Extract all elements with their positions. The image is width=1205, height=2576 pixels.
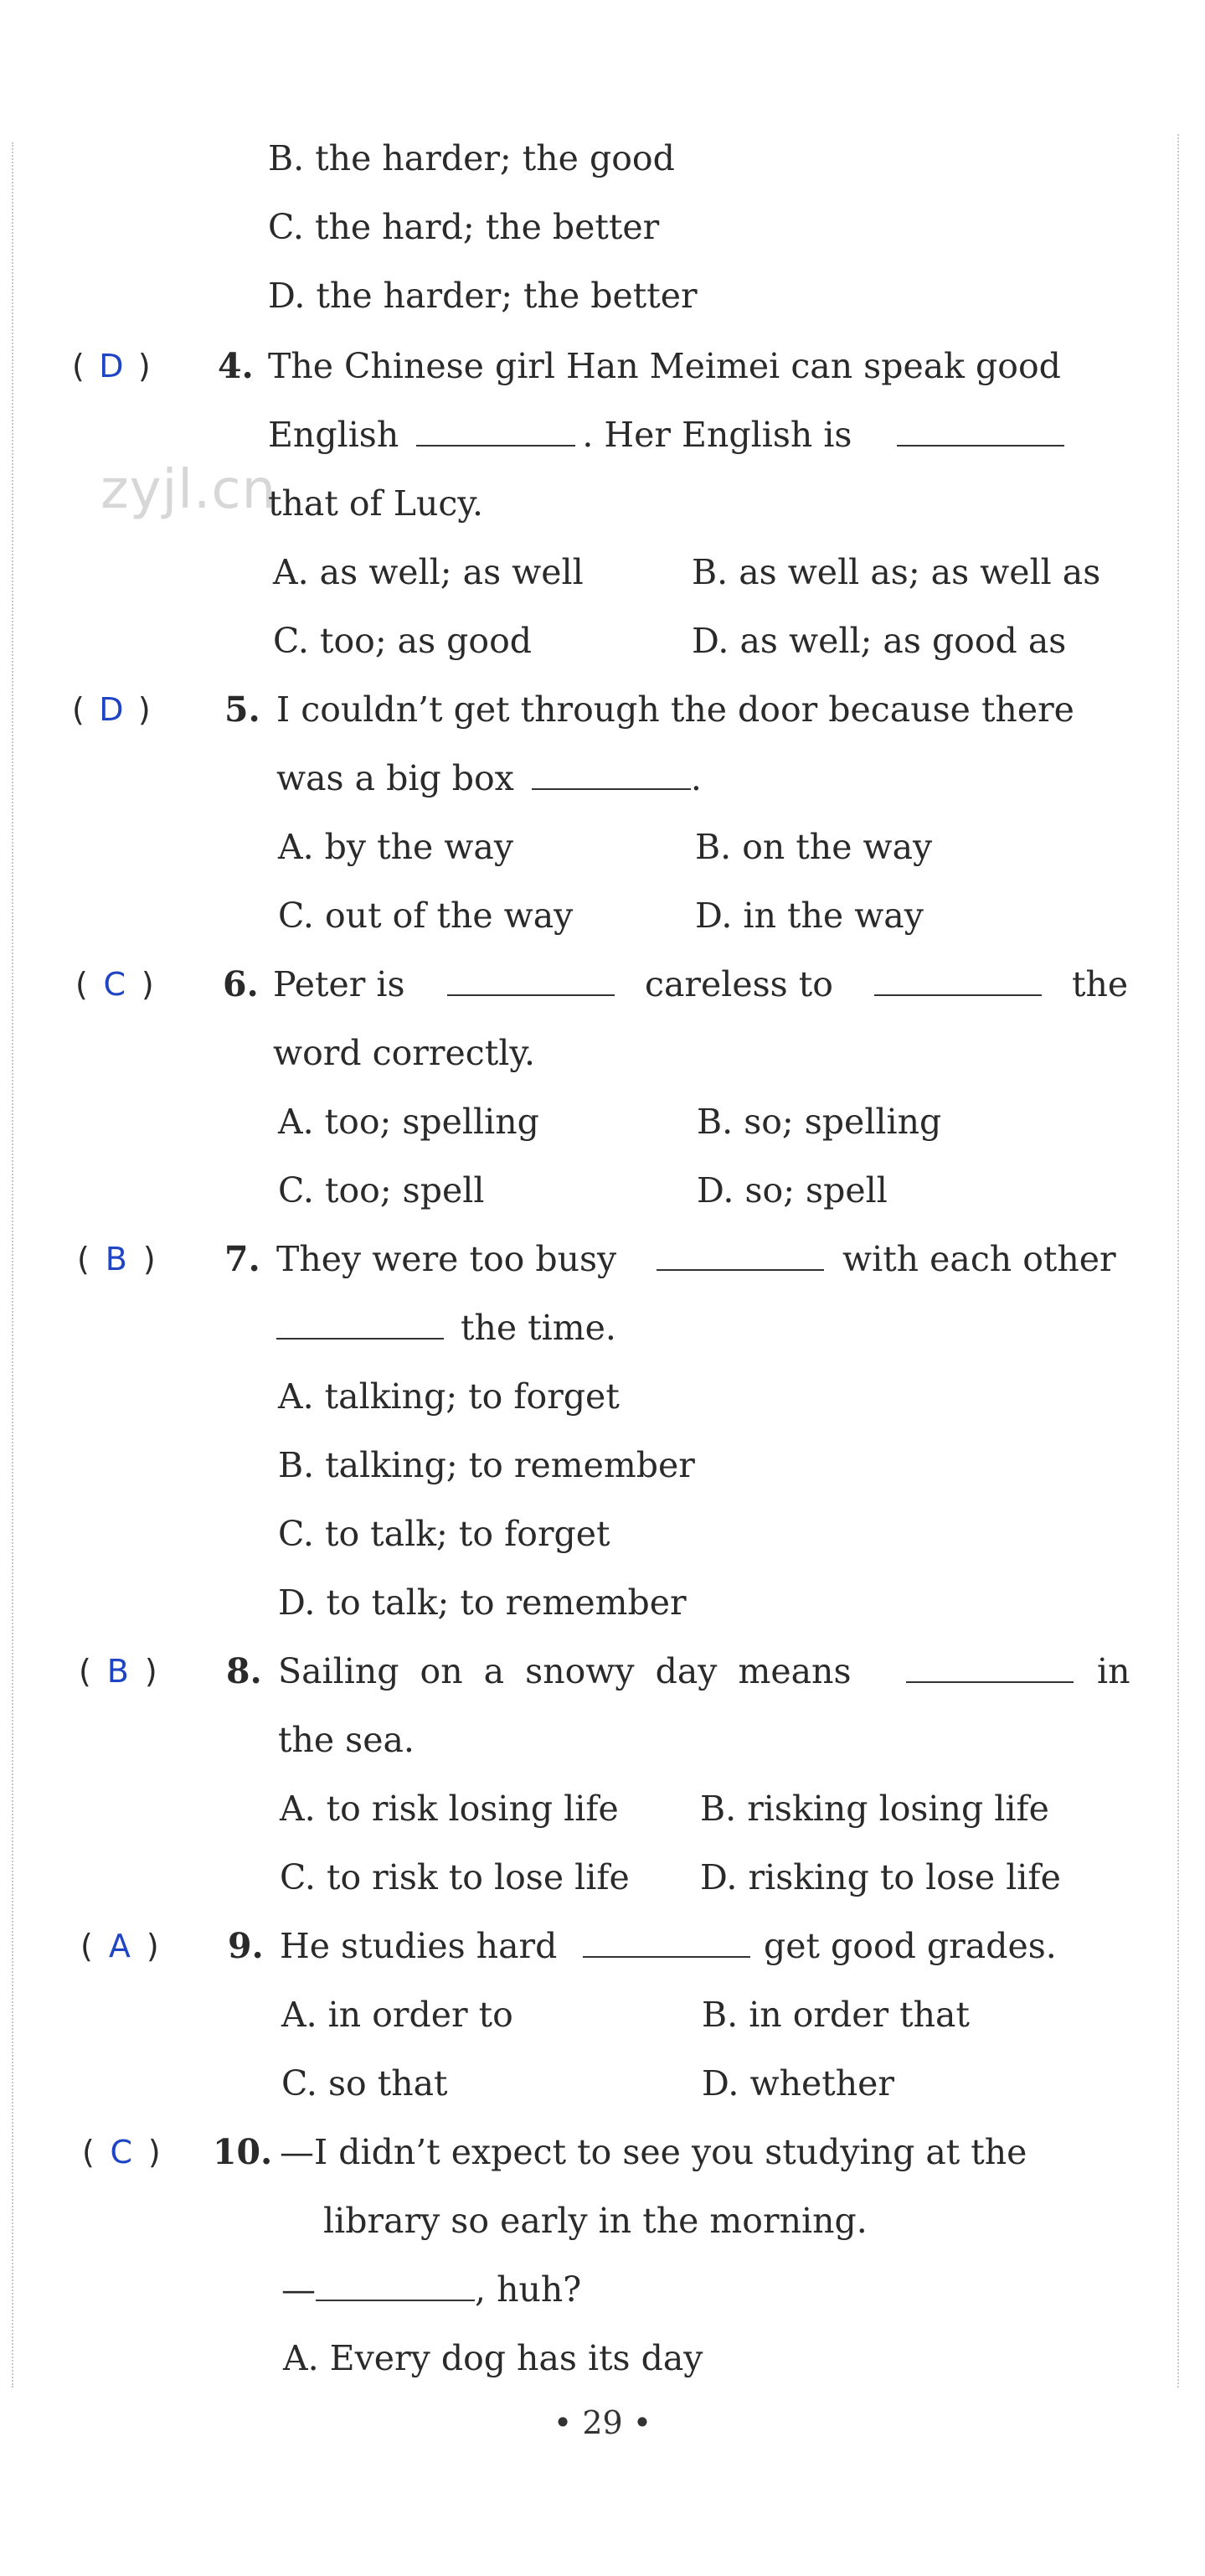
- q7-stem-w2: with each other: [842, 1239, 1116, 1279]
- paren-close: ): [146, 1928, 159, 1964]
- paren-open: (: [80, 1928, 93, 1964]
- paren-close: ): [137, 348, 151, 385]
- q8-number: 8.: [226, 1651, 262, 1691]
- q5-blank: [532, 760, 691, 790]
- q5-period: .: [690, 758, 702, 798]
- q10-option-a: A. Every dog has its day: [283, 2338, 703, 2378]
- q10-stem-line2: library so early in the morning.: [323, 2201, 868, 2241]
- q5-stem-line2: [276, 757, 702, 799]
- q4-blank-2: [897, 416, 1064, 447]
- q5-number: 5.: [224, 689, 260, 730]
- q6-option-a: A. too; spelling: [278, 1102, 539, 1142]
- paren-open: (: [82, 2134, 95, 2171]
- blank-line: [906, 1653, 1074, 1683]
- q7-option-d: D. to talk; to remember: [278, 1582, 687, 1623]
- q4-option-b: B. as well as; as well as: [692, 552, 1101, 592]
- page-number: • 29 •: [553, 2404, 652, 2441]
- paren-close: ): [147, 2134, 161, 2171]
- paren-open: (: [72, 691, 85, 728]
- q4-word: . Her English is: [582, 415, 852, 455]
- q3-option-c: C. the hard; the better: [268, 207, 660, 247]
- q5-option-d: D. in the way: [695, 896, 924, 936]
- q6-number: 6.: [223, 964, 259, 1004]
- paren-open: (: [79, 1653, 91, 1690]
- q7-blank-2: [276, 1309, 444, 1340]
- q7-answer: [77, 1238, 156, 1280]
- q6-stem-line2: word correctly.: [273, 1033, 536, 1073]
- q6-answer: [75, 963, 154, 1005]
- q9-option-d: D. whether: [702, 2063, 894, 2104]
- right-margin-dots: [1177, 134, 1179, 2388]
- q9-stem-w2: get good grades.: [764, 1926, 1057, 1966]
- paren-open: (: [77, 1241, 90, 1278]
- q7-stem-line2: [276, 1307, 616, 1349]
- q4-blank-1: [416, 416, 575, 447]
- q10-blank: [316, 2271, 475, 2301]
- q7-stem-w1: They were too busy: [276, 1239, 617, 1279]
- q9-stem-w1: He studies hard: [280, 1926, 558, 1966]
- q9-option-c: C. so that: [281, 2063, 448, 2104]
- q6-stem-w3: the: [1072, 964, 1129, 1004]
- q4-option-c: C. too; as good: [273, 621, 533, 661]
- paren-close: ): [137, 691, 151, 728]
- q4-stem-line2: [268, 414, 1064, 456]
- q7-blank-1: [657, 1238, 824, 1280]
- paren-open: (: [75, 966, 88, 1003]
- q9-blank: [583, 1925, 750, 1967]
- q6-option-c: C. too; spell: [278, 1170, 485, 1211]
- q8-stem-w2: in: [1097, 1651, 1130, 1691]
- q6-stem-w1: Peter is: [273, 964, 405, 1004]
- blank-line: [583, 1928, 750, 1958]
- q3-option-b: B. the harder; the good: [268, 138, 675, 178]
- paren-close: ): [144, 1653, 157, 1690]
- answer-letter: D: [99, 348, 124, 385]
- q4-number: 4.: [218, 346, 254, 386]
- answer-letter: B: [105, 1241, 127, 1278]
- q10-stem-line3: [281, 2269, 581, 2310]
- paren-open: (: [72, 348, 85, 385]
- q6-option-d: D. so; spell: [697, 1170, 888, 1211]
- q10-dash: —: [281, 2269, 316, 2310]
- q5-option-c: C. out of the way: [278, 896, 574, 936]
- q6-option-b: B. so; spelling: [697, 1102, 942, 1142]
- q4-answer: [72, 345, 151, 387]
- answer-letter: B: [106, 1653, 129, 1690]
- answer-letter: C: [110, 2134, 133, 2171]
- q5-word: was a big box: [276, 758, 514, 798]
- q10-number: 10.: [213, 2132, 273, 2172]
- q5-stem-line1: I couldn’t get through the door because there: [276, 689, 1074, 730]
- q8-answer: [79, 1650, 157, 1692]
- q9-answer: [80, 1925, 159, 1967]
- left-margin-dots: [12, 142, 13, 2388]
- q7-number: 7.: [224, 1239, 260, 1279]
- q4-stem-line3: that of Lucy.: [268, 483, 484, 524]
- blank-line: [447, 966, 615, 996]
- answer-letter: C: [103, 966, 126, 1003]
- q6-blank-1: [447, 963, 615, 1005]
- blank-line: [657, 1241, 824, 1271]
- q8-option-d: D. risking to lose life: [700, 1857, 1061, 1897]
- q8-stem-w1: Sailing on a snowy day means: [278, 1651, 852, 1691]
- q8-blank: [906, 1650, 1074, 1692]
- q9-option-b: B. in order that: [702, 1995, 970, 2035]
- q6-blank-2: [874, 963, 1042, 1005]
- q6-stem-w2: careless to: [645, 964, 833, 1004]
- answer-letter: A: [108, 1928, 131, 1964]
- q4-stem-line1: The Chinese girl Han Meimei can speak good: [268, 346, 1061, 386]
- q10-word: , huh?: [475, 2269, 582, 2310]
- q8-option-c: C. to risk to lose life: [280, 1857, 630, 1897]
- q4-option-a: A. as well; as well: [273, 552, 584, 592]
- q8-option-a: A. to risk losing life: [280, 1789, 619, 1829]
- answer-letter: D: [99, 691, 124, 728]
- q9-option-a: A. in order to: [281, 1995, 513, 2035]
- blank-line: [874, 966, 1042, 996]
- q4-option-d: D. as well; as good as: [692, 621, 1067, 661]
- q5-option-a: A. by the way: [278, 827, 513, 867]
- q3-option-d: D. the harder; the better: [268, 276, 698, 316]
- q7-option-b: B. talking; to remember: [278, 1445, 695, 1485]
- q7-word: the time.: [461, 1308, 616, 1348]
- q8-option-b: B. risking losing life: [700, 1789, 1049, 1829]
- watermark: zyjl.cn: [100, 459, 277, 521]
- q7-option-a: A. talking; to forget: [278, 1376, 620, 1417]
- q10-stem-line1: —I didn’t expect to see you studying at the: [280, 2132, 1027, 2172]
- paren-close: ): [142, 1241, 156, 1278]
- q5-answer: [72, 689, 151, 730]
- q10-answer: [82, 2131, 161, 2173]
- q7-option-c: C. to talk; to forget: [278, 1514, 610, 1554]
- q8-stem-line2: the sea.: [278, 1720, 415, 1760]
- q5-option-b: B. on the way: [695, 827, 933, 867]
- q4-word: English: [268, 415, 399, 455]
- q9-number: 9.: [228, 1926, 264, 1966]
- paren-close: ): [141, 966, 154, 1003]
